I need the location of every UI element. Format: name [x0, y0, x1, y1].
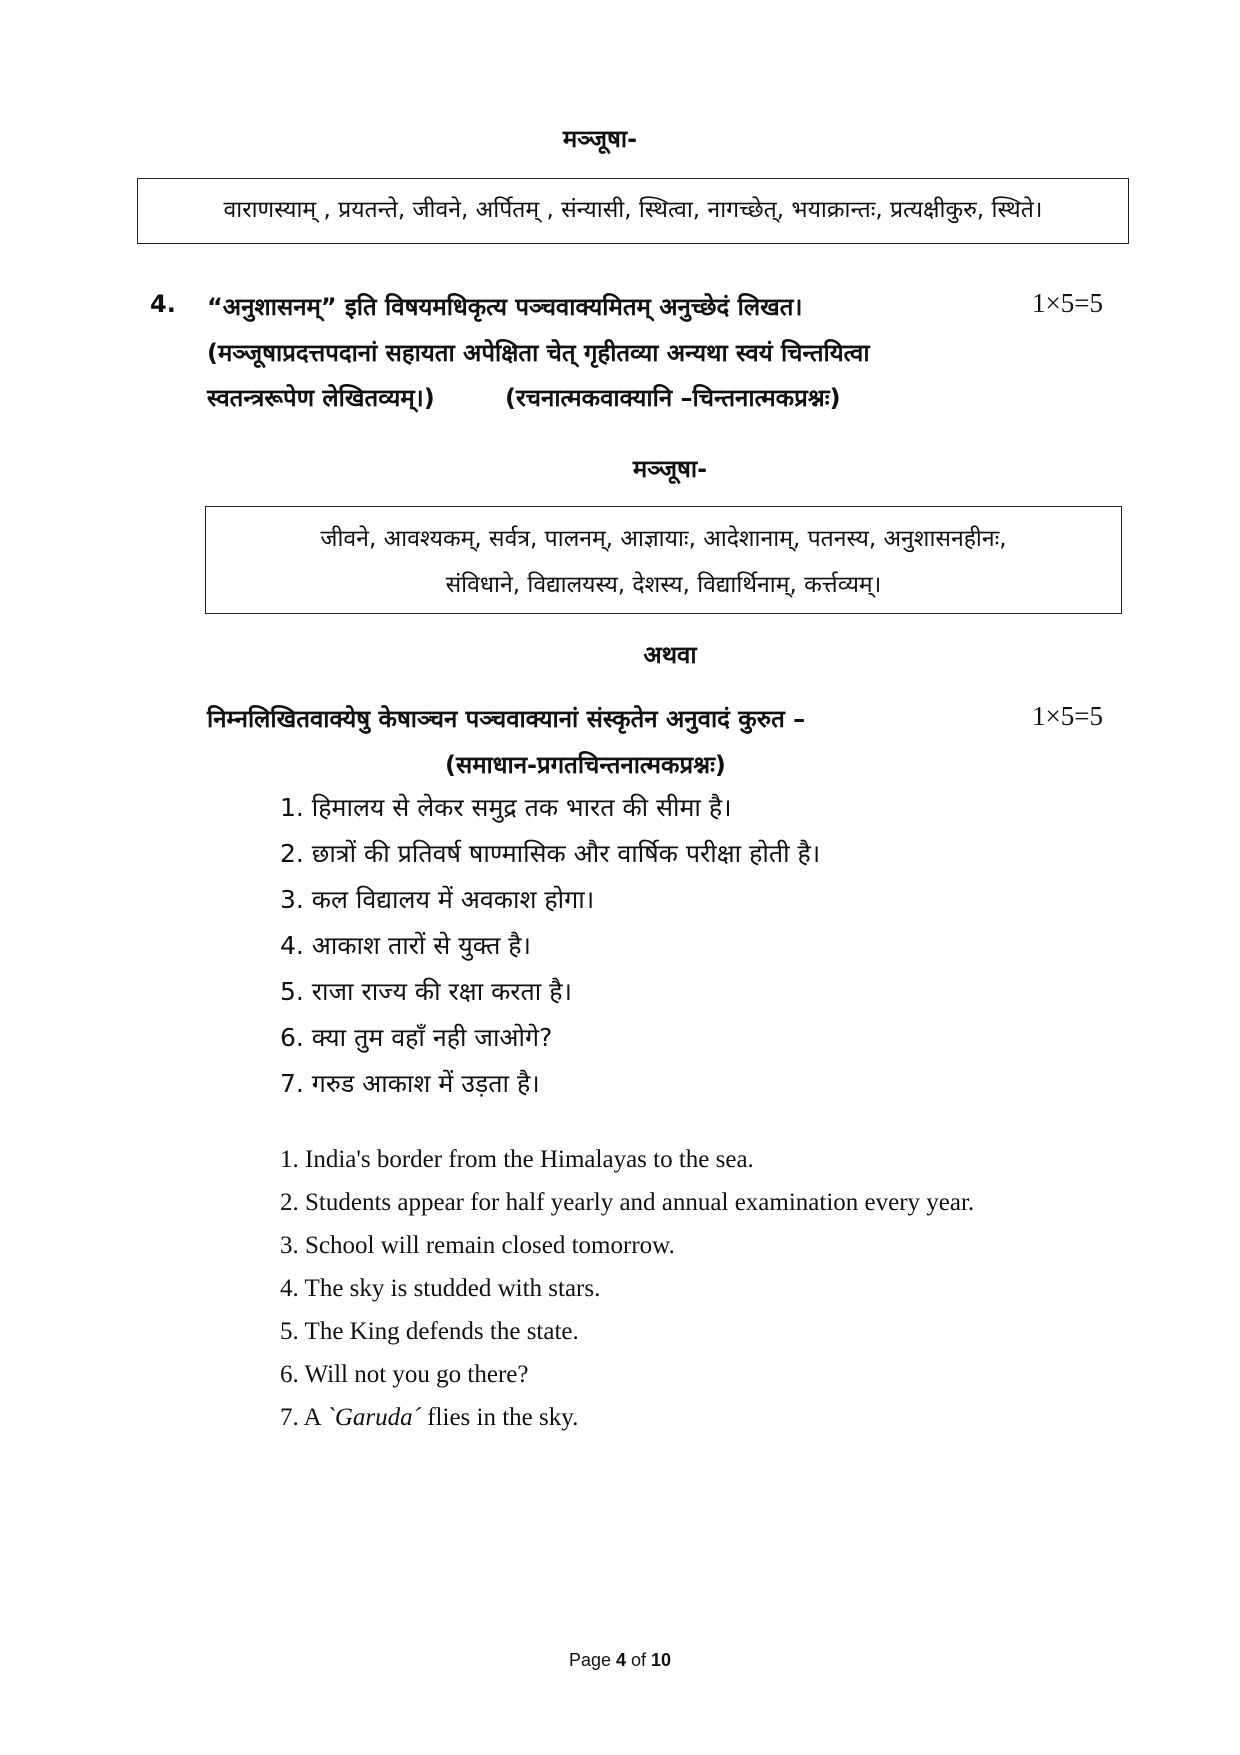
question-4-line1: “अनुशासनम्” इति विषयमधिकृत्य पञ्चवाक्यमितम् अनुच्छेदं लिखत।: [207, 293, 803, 321]
english-7-suffix: flies in the sky.: [420, 1404, 579, 1431]
question-4-marks: 1×5=5: [1032, 288, 1103, 318]
word-box-2: [205, 506, 1122, 614]
list-item: 2. छात्रों की प्रतिवर्ष षाण्मासिक और वार्षिक परीक्षा होती है।: [280, 839, 821, 868]
list-item: 1. India's border from the Himalayas to the sea.: [280, 1146, 754, 1173]
question-4-line2: (मञ्जूषाप्रदत्तपदानां सहायता अपेक्षिता चेत् गृहीतव्या अन्यथा स्वयं चिन्तयित्वा: [207, 339, 870, 367]
hindi-sentence-list: [280, 785, 820, 1107]
list-item: 2. Students appear for half yearly and annual examination every year.: [280, 1189, 975, 1216]
page-total: 10: [651, 1650, 672, 1670]
list-item: 5. राजा राज्य की रक्षा करता है।: [280, 977, 572, 1006]
list-item: 1. हिमालय से लेकर समुद्र तक भारत की सीमा है।: [280, 793, 732, 822]
question-number: 4.: [150, 290, 176, 318]
english-sentence-list: [280, 1138, 974, 1439]
word-box-1: [137, 178, 1129, 244]
word-box-1-text: वाराणस्याम् , प्रयतन्ते, जीवने, अर्पितम् , संन्यासी, स्थित्वा, नागच्छेत्, भयाक्रान्तः, प्रत्यक्षीकुरु, स्थिते।: [223, 197, 1043, 223]
list-item: 6. Will not you go there?: [280, 1361, 529, 1388]
manjusha-heading-2: मञ्जूषा-: [632, 455, 708, 483]
list-item: [280, 1396, 974, 1439]
word-box-2-line1: जीवने, आवश्यकम्, सर्वत्र, पालनम्, आज्ञायाः, आदेशानाम्, पतनस्य, अनुशासनहीनः,: [320, 526, 1007, 552]
translation-tag: (समाधान-प्रगतचिन्तनात्मकप्रश्नः): [445, 751, 726, 779]
page-current: 4: [615, 1650, 626, 1670]
of-label: of: [626, 1650, 652, 1670]
garuda-word: `Garuda´: [326, 1404, 421, 1431]
list-item: 3. School will remain closed tomorrow.: [280, 1232, 675, 1259]
list-item: 7. गरुड आकाश में उड़ता है।: [280, 1069, 540, 1098]
translation-marks: 1×5=5: [1032, 701, 1103, 731]
list-item: 4. आकाश तारों से युक्त है।: [280, 931, 532, 960]
english-7-prefix: 7. A: [280, 1404, 327, 1431]
page-label: Page: [568, 1650, 616, 1670]
translation-instruction: निम्नलिखितवाक्येषु केषाञ्चन पञ्चवाक्यानां संस्कृतेन अनुवादं कुरुत –: [207, 705, 806, 733]
word-box-2-line2: संविधाने, विद्यालयस्य, देशस्य, विद्यार्थिनाम्, कर्त्तव्यम्।: [445, 572, 882, 598]
question-4-line3: स्वतन्त्ररूपेण लेखितव्यम्।): [207, 384, 435, 412]
or-separator: अथवा: [643, 641, 697, 669]
manjusha-heading-1: मञ्जूषा-: [562, 125, 638, 153]
list-item: 5. The King defends the state.: [280, 1318, 579, 1345]
list-item: 6. क्या तुम वहाँ नही जाओगे?: [280, 1023, 553, 1052]
question-4-tag: (रचनात्मकवाक्यानि –चिन्तनात्मकप्रश्नः): [505, 384, 841, 412]
page-footer: [0, 1650, 1240, 1671]
list-item: 3. कल विद्यालय में अवकाश होगा।: [280, 885, 595, 914]
list-item: 4. The sky is studded with stars.: [280, 1275, 601, 1302]
